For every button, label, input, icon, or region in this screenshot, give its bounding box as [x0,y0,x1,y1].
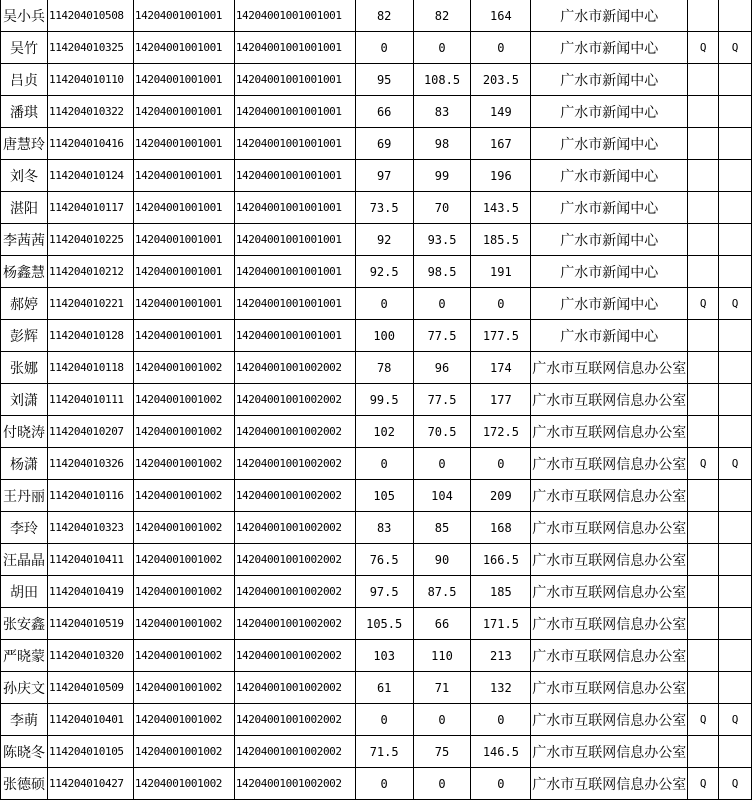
absent-mark-1-cell [688,0,719,32]
absent-mark-1-cell: Q [688,448,719,480]
post-code-cell: 14204001001001001 [234,192,355,224]
post-code-cell: 14204001001002002 [234,384,355,416]
employer-cell: 广水市新闻中心 [531,64,688,96]
written-score-cell: 0 [355,448,413,480]
total-score-cell: 0 [471,768,531,800]
absent-mark-2-cell [719,416,752,448]
total-score-cell: 0 [471,288,531,320]
position-code-cell: 14204001001002 [133,448,234,480]
table-row [1,448,752,480]
candidate-name-cell: 吴竹 [1,32,48,64]
absent-mark-2-cell [719,128,752,160]
ticket-number-cell: 114204010110 [47,64,133,96]
absent-mark-1-cell [688,416,719,448]
ticket-number-cell: 114204010509 [47,672,133,704]
ticket-number-cell: 114204010519 [47,608,133,640]
interview-score-cell: 108.5 [413,64,471,96]
post-code-cell: 14204001001001001 [234,288,355,320]
employer-cell: 广水市互联网信息办公室 [531,640,688,672]
interview-score-cell: 66 [413,608,471,640]
written-score-cell: 73.5 [355,192,413,224]
employer-cell: 广水市互联网信息办公室 [531,448,688,480]
post-code-cell: 14204001001002002 [234,512,355,544]
written-score-cell: 0 [355,32,413,64]
interview-score-cell: 98.5 [413,256,471,288]
absent-mark-2-cell [719,544,752,576]
table-row [1,32,752,64]
ticket-number-cell: 114204010116 [47,480,133,512]
employer-cell: 广水市互联网信息办公室 [531,672,688,704]
absent-mark-2-cell [719,256,752,288]
post-code-cell: 14204001001002002 [234,480,355,512]
ticket-number-cell: 114204010221 [47,288,133,320]
absent-mark-1-cell: Q [688,768,719,800]
table-row [1,288,752,320]
absent-mark-2-cell [719,224,752,256]
ticket-number-cell: 114204010207 [47,416,133,448]
candidate-name-cell: 王丹丽 [1,480,48,512]
ticket-number-cell: 114204010111 [47,384,133,416]
post-code-cell: 14204001001001001 [234,224,355,256]
position-code-cell: 14204001001001 [133,0,234,32]
table-row [1,160,752,192]
position-code-cell: 14204001001002 [133,576,234,608]
absent-mark-2-cell [719,320,752,352]
total-score-cell: 172.5 [471,416,531,448]
position-code-cell: 14204001001001 [133,320,234,352]
absent-mark-2-cell [719,480,752,512]
post-code-cell: 14204001001002002 [234,352,355,384]
interview-score-cell: 110 [413,640,471,672]
interview-score-cell: 0 [413,448,471,480]
post-code-cell: 14204001001002002 [234,736,355,768]
employer-cell: 广水市新闻中心 [531,0,688,32]
candidate-name-cell: 刘冬 [1,160,48,192]
candidate-name-cell: 刘潇 [1,384,48,416]
position-code-cell: 14204001001001 [133,224,234,256]
ticket-number-cell: 114204010323 [47,512,133,544]
absent-mark-2-cell [719,352,752,384]
candidate-name-cell: 李萌 [1,704,48,736]
written-score-cell: 0 [355,768,413,800]
employer-cell: 广水市互联网信息办公室 [531,608,688,640]
employer-cell: 广水市互联网信息办公室 [531,704,688,736]
written-score-cell: 83 [355,512,413,544]
ticket-number-cell: 114204010508 [47,0,133,32]
total-score-cell: 213 [471,640,531,672]
written-score-cell: 69 [355,128,413,160]
absent-mark-2-cell: Q [719,448,752,480]
candidate-name-cell: 唐慧玲 [1,128,48,160]
candidate-name-cell: 彭辉 [1,320,48,352]
total-score-cell: 203.5 [471,64,531,96]
table-row [1,256,752,288]
position-code-cell: 14204001001002 [133,416,234,448]
absent-mark-1-cell [688,160,719,192]
interview-score-cell: 0 [413,32,471,64]
written-score-cell: 92 [355,224,413,256]
ticket-number-cell: 114204010322 [47,96,133,128]
interview-score-cell: 0 [413,288,471,320]
table-row [1,544,752,576]
absent-mark-1-cell [688,128,719,160]
absent-mark-1-cell: Q [688,32,719,64]
absent-mark-1-cell [688,544,719,576]
candidate-name-cell: 杨鑫慧 [1,256,48,288]
employer-cell: 广水市新闻中心 [531,32,688,64]
total-score-cell: 132 [471,672,531,704]
position-code-cell: 14204001001001 [133,288,234,320]
position-code-cell: 14204001001002 [133,544,234,576]
absent-mark-2-cell [719,736,752,768]
absent-mark-1-cell [688,384,719,416]
absent-mark-2-cell [719,0,752,32]
absent-mark-1-cell [688,320,719,352]
total-score-cell: 174 [471,352,531,384]
absent-mark-2-cell [719,608,752,640]
post-code-cell: 14204001001001001 [234,160,355,192]
table-row [1,64,752,96]
interview-score-cell: 98 [413,128,471,160]
post-code-cell: 14204001001002002 [234,672,355,704]
position-code-cell: 14204001001001 [133,32,234,64]
ticket-number-cell: 114204010225 [47,224,133,256]
written-score-cell: 78 [355,352,413,384]
candidate-name-cell: 郝婷 [1,288,48,320]
position-code-cell: 14204001001001 [133,128,234,160]
post-code-cell: 14204001001002002 [234,448,355,480]
position-code-cell: 14204001001002 [133,480,234,512]
ticket-number-cell: 114204010325 [47,32,133,64]
table-row [1,352,752,384]
table-row [1,96,752,128]
absent-mark-1-cell [688,672,719,704]
total-score-cell: 177 [471,384,531,416]
table-row [1,480,752,512]
absent-mark-1-cell [688,736,719,768]
written-score-cell: 105 [355,480,413,512]
interview-score-cell: 90 [413,544,471,576]
absent-mark-1-cell [688,512,719,544]
position-code-cell: 14204001001002 [133,704,234,736]
ticket-number-cell: 114204010411 [47,544,133,576]
employer-cell: 广水市互联网信息办公室 [531,384,688,416]
post-code-cell: 14204001001001001 [234,96,355,128]
position-code-cell: 14204001001002 [133,608,234,640]
interview-score-cell: 93.5 [413,224,471,256]
table-body [1,0,752,800]
employer-cell: 广水市互联网信息办公室 [531,576,688,608]
ticket-number-cell: 114204010124 [47,160,133,192]
post-code-cell: 14204001001002002 [234,416,355,448]
position-code-cell: 14204001001001 [133,160,234,192]
absent-mark-1-cell: Q [688,288,719,320]
written-score-cell: 100 [355,320,413,352]
position-code-cell: 14204001001001 [133,96,234,128]
position-code-cell: 14204001001002 [133,512,234,544]
total-score-cell: 171.5 [471,608,531,640]
post-code-cell: 14204001001002002 [234,544,355,576]
absent-mark-2-cell: Q [719,704,752,736]
employer-cell: 广水市新闻中心 [531,224,688,256]
candidate-name-cell: 张德硕 [1,768,48,800]
absent-mark-2-cell: Q [719,32,752,64]
absent-mark-1-cell [688,576,719,608]
interview-score-cell: 82 [413,0,471,32]
table-row [1,512,752,544]
total-score-cell: 143.5 [471,192,531,224]
written-score-cell: 76.5 [355,544,413,576]
candidate-name-cell: 杨潇 [1,448,48,480]
employer-cell: 广水市互联网信息办公室 [531,512,688,544]
table-row [1,672,752,704]
employer-cell: 广水市互联网信息办公室 [531,544,688,576]
position-code-cell: 14204001001001 [133,192,234,224]
table-row [1,736,752,768]
interview-score-cell: 96 [413,352,471,384]
post-code-cell: 14204001001002002 [234,704,355,736]
absent-mark-1-cell [688,480,719,512]
total-score-cell: 191 [471,256,531,288]
absent-mark-2-cell [719,512,752,544]
absent-mark-1-cell [688,352,719,384]
total-score-cell: 0 [471,704,531,736]
total-score-cell: 0 [471,448,531,480]
written-score-cell: 82 [355,0,413,32]
table-row [1,224,752,256]
employer-cell: 广水市互联网信息办公室 [531,416,688,448]
employer-cell: 广水市新闻中心 [531,192,688,224]
candidate-name-cell: 吕贞 [1,64,48,96]
employer-cell: 广水市互联网信息办公室 [531,480,688,512]
post-code-cell: 14204001001002002 [234,576,355,608]
interview-score-cell: 85 [413,512,471,544]
ticket-number-cell: 114204010105 [47,736,133,768]
absent-mark-2-cell [719,160,752,192]
total-score-cell: 0 [471,32,531,64]
interview-score-cell: 87.5 [413,576,471,608]
employer-cell: 广水市新闻中心 [531,320,688,352]
interview-score-cell: 104 [413,480,471,512]
absent-mark-2-cell: Q [719,768,752,800]
interview-score-cell: 77.5 [413,320,471,352]
position-code-cell: 14204001001002 [133,352,234,384]
interview-score-cell: 83 [413,96,471,128]
ticket-number-cell: 114204010427 [47,768,133,800]
written-score-cell: 95 [355,64,413,96]
post-code-cell: 14204001001001001 [234,128,355,160]
written-score-cell: 0 [355,288,413,320]
candidate-name-cell: 汪晶晶 [1,544,48,576]
absent-mark-2-cell [719,576,752,608]
table-row [1,192,752,224]
position-code-cell: 14204001001002 [133,384,234,416]
candidate-name-cell: 李玲 [1,512,48,544]
interview-score-cell: 75 [413,736,471,768]
table-row [1,608,752,640]
interview-score-cell: 70.5 [413,416,471,448]
absent-mark-1-cell: Q [688,704,719,736]
employer-cell: 广水市互联网信息办公室 [531,768,688,800]
candidate-name-cell: 张安鑫 [1,608,48,640]
total-score-cell: 164 [471,0,531,32]
post-code-cell: 14204001001001001 [234,256,355,288]
table-row [1,640,752,672]
ticket-number-cell: 114204010419 [47,576,133,608]
post-code-cell: 14204001001001001 [234,32,355,64]
total-score-cell: 149 [471,96,531,128]
post-code-cell: 14204001001001001 [234,0,355,32]
table-row [1,320,752,352]
interview-score-cell: 0 [413,704,471,736]
total-score-cell: 209 [471,480,531,512]
table-row [1,128,752,160]
ticket-number-cell: 114204010212 [47,256,133,288]
absent-mark-1-cell [688,640,719,672]
written-score-cell: 99.5 [355,384,413,416]
position-code-cell: 14204001001002 [133,672,234,704]
absent-mark-1-cell [688,224,719,256]
candidate-name-cell: 潘琪 [1,96,48,128]
post-code-cell: 14204001001002002 [234,608,355,640]
written-score-cell: 66 [355,96,413,128]
absent-mark-1-cell [688,96,719,128]
total-score-cell: 167 [471,128,531,160]
employer-cell: 广水市新闻中心 [531,128,688,160]
absent-mark-2-cell [719,64,752,96]
post-code-cell: 14204001001001001 [234,64,355,96]
table-row [1,768,752,800]
absent-mark-2-cell [719,96,752,128]
employer-cell: 广水市互联网信息办公室 [531,352,688,384]
written-score-cell: 103 [355,640,413,672]
position-code-cell: 14204001001002 [133,640,234,672]
ticket-number-cell: 114204010326 [47,448,133,480]
candidate-name-cell: 付晓涛 [1,416,48,448]
absent-mark-2-cell [719,192,752,224]
total-score-cell: 146.5 [471,736,531,768]
ticket-number-cell: 114204010401 [47,704,133,736]
written-score-cell: 102 [355,416,413,448]
absent-mark-2-cell [719,384,752,416]
employer-cell: 广水市新闻中心 [531,160,688,192]
post-code-cell: 14204001001002002 [234,768,355,800]
candidate-name-cell: 严晓蒙 [1,640,48,672]
candidate-name-cell: 李茜茜 [1,224,48,256]
candidate-name-cell: 湛阳 [1,192,48,224]
total-score-cell: 196 [471,160,531,192]
position-code-cell: 14204001001002 [133,736,234,768]
interview-score-cell: 99 [413,160,471,192]
total-score-cell: 185 [471,576,531,608]
employer-cell: 广水市新闻中心 [531,288,688,320]
table-row [1,416,752,448]
absent-mark-1-cell [688,192,719,224]
ticket-number-cell: 114204010416 [47,128,133,160]
written-score-cell: 0 [355,704,413,736]
interview-score-cell: 70 [413,192,471,224]
employer-cell: 广水市互联网信息办公室 [531,736,688,768]
written-score-cell: 97.5 [355,576,413,608]
candidate-name-cell: 陈晓冬 [1,736,48,768]
employer-cell: 广水市新闻中心 [531,256,688,288]
table-row [1,576,752,608]
absent-mark-1-cell [688,256,719,288]
total-score-cell: 185.5 [471,224,531,256]
interview-score-cell: 71 [413,672,471,704]
table-row [1,0,752,32]
written-score-cell: 105.5 [355,608,413,640]
employer-cell: 广水市新闻中心 [531,96,688,128]
table-row [1,384,752,416]
table-row [1,704,752,736]
position-code-cell: 14204001001001 [133,64,234,96]
total-score-cell: 168 [471,512,531,544]
ticket-number-cell: 114204010128 [47,320,133,352]
absent-mark-1-cell [688,608,719,640]
position-code-cell: 14204001001002 [133,768,234,800]
absent-mark-2-cell [719,672,752,704]
absent-mark-2-cell: Q [719,288,752,320]
written-score-cell: 92.5 [355,256,413,288]
absent-mark-2-cell [719,640,752,672]
post-code-cell: 14204001001002002 [234,640,355,672]
ticket-number-cell: 114204010118 [47,352,133,384]
candidate-name-cell: 吴小兵 [1,0,48,32]
position-code-cell: 14204001001001 [133,256,234,288]
post-code-cell: 14204001001001001 [234,320,355,352]
written-score-cell: 71.5 [355,736,413,768]
interview-score-cell: 77.5 [413,384,471,416]
interview-score-cell: 0 [413,768,471,800]
total-score-cell: 177.5 [471,320,531,352]
candidate-name-cell: 胡田 [1,576,48,608]
written-score-cell: 61 [355,672,413,704]
absent-mark-1-cell [688,64,719,96]
written-score-cell: 97 [355,160,413,192]
candidate-name-cell: 张娜 [1,352,48,384]
candidate-name-cell: 孙庆文 [1,672,48,704]
total-score-cell: 166.5 [471,544,531,576]
ticket-number-cell: 114204010320 [47,640,133,672]
ticket-number-cell: 114204010117 [47,192,133,224]
